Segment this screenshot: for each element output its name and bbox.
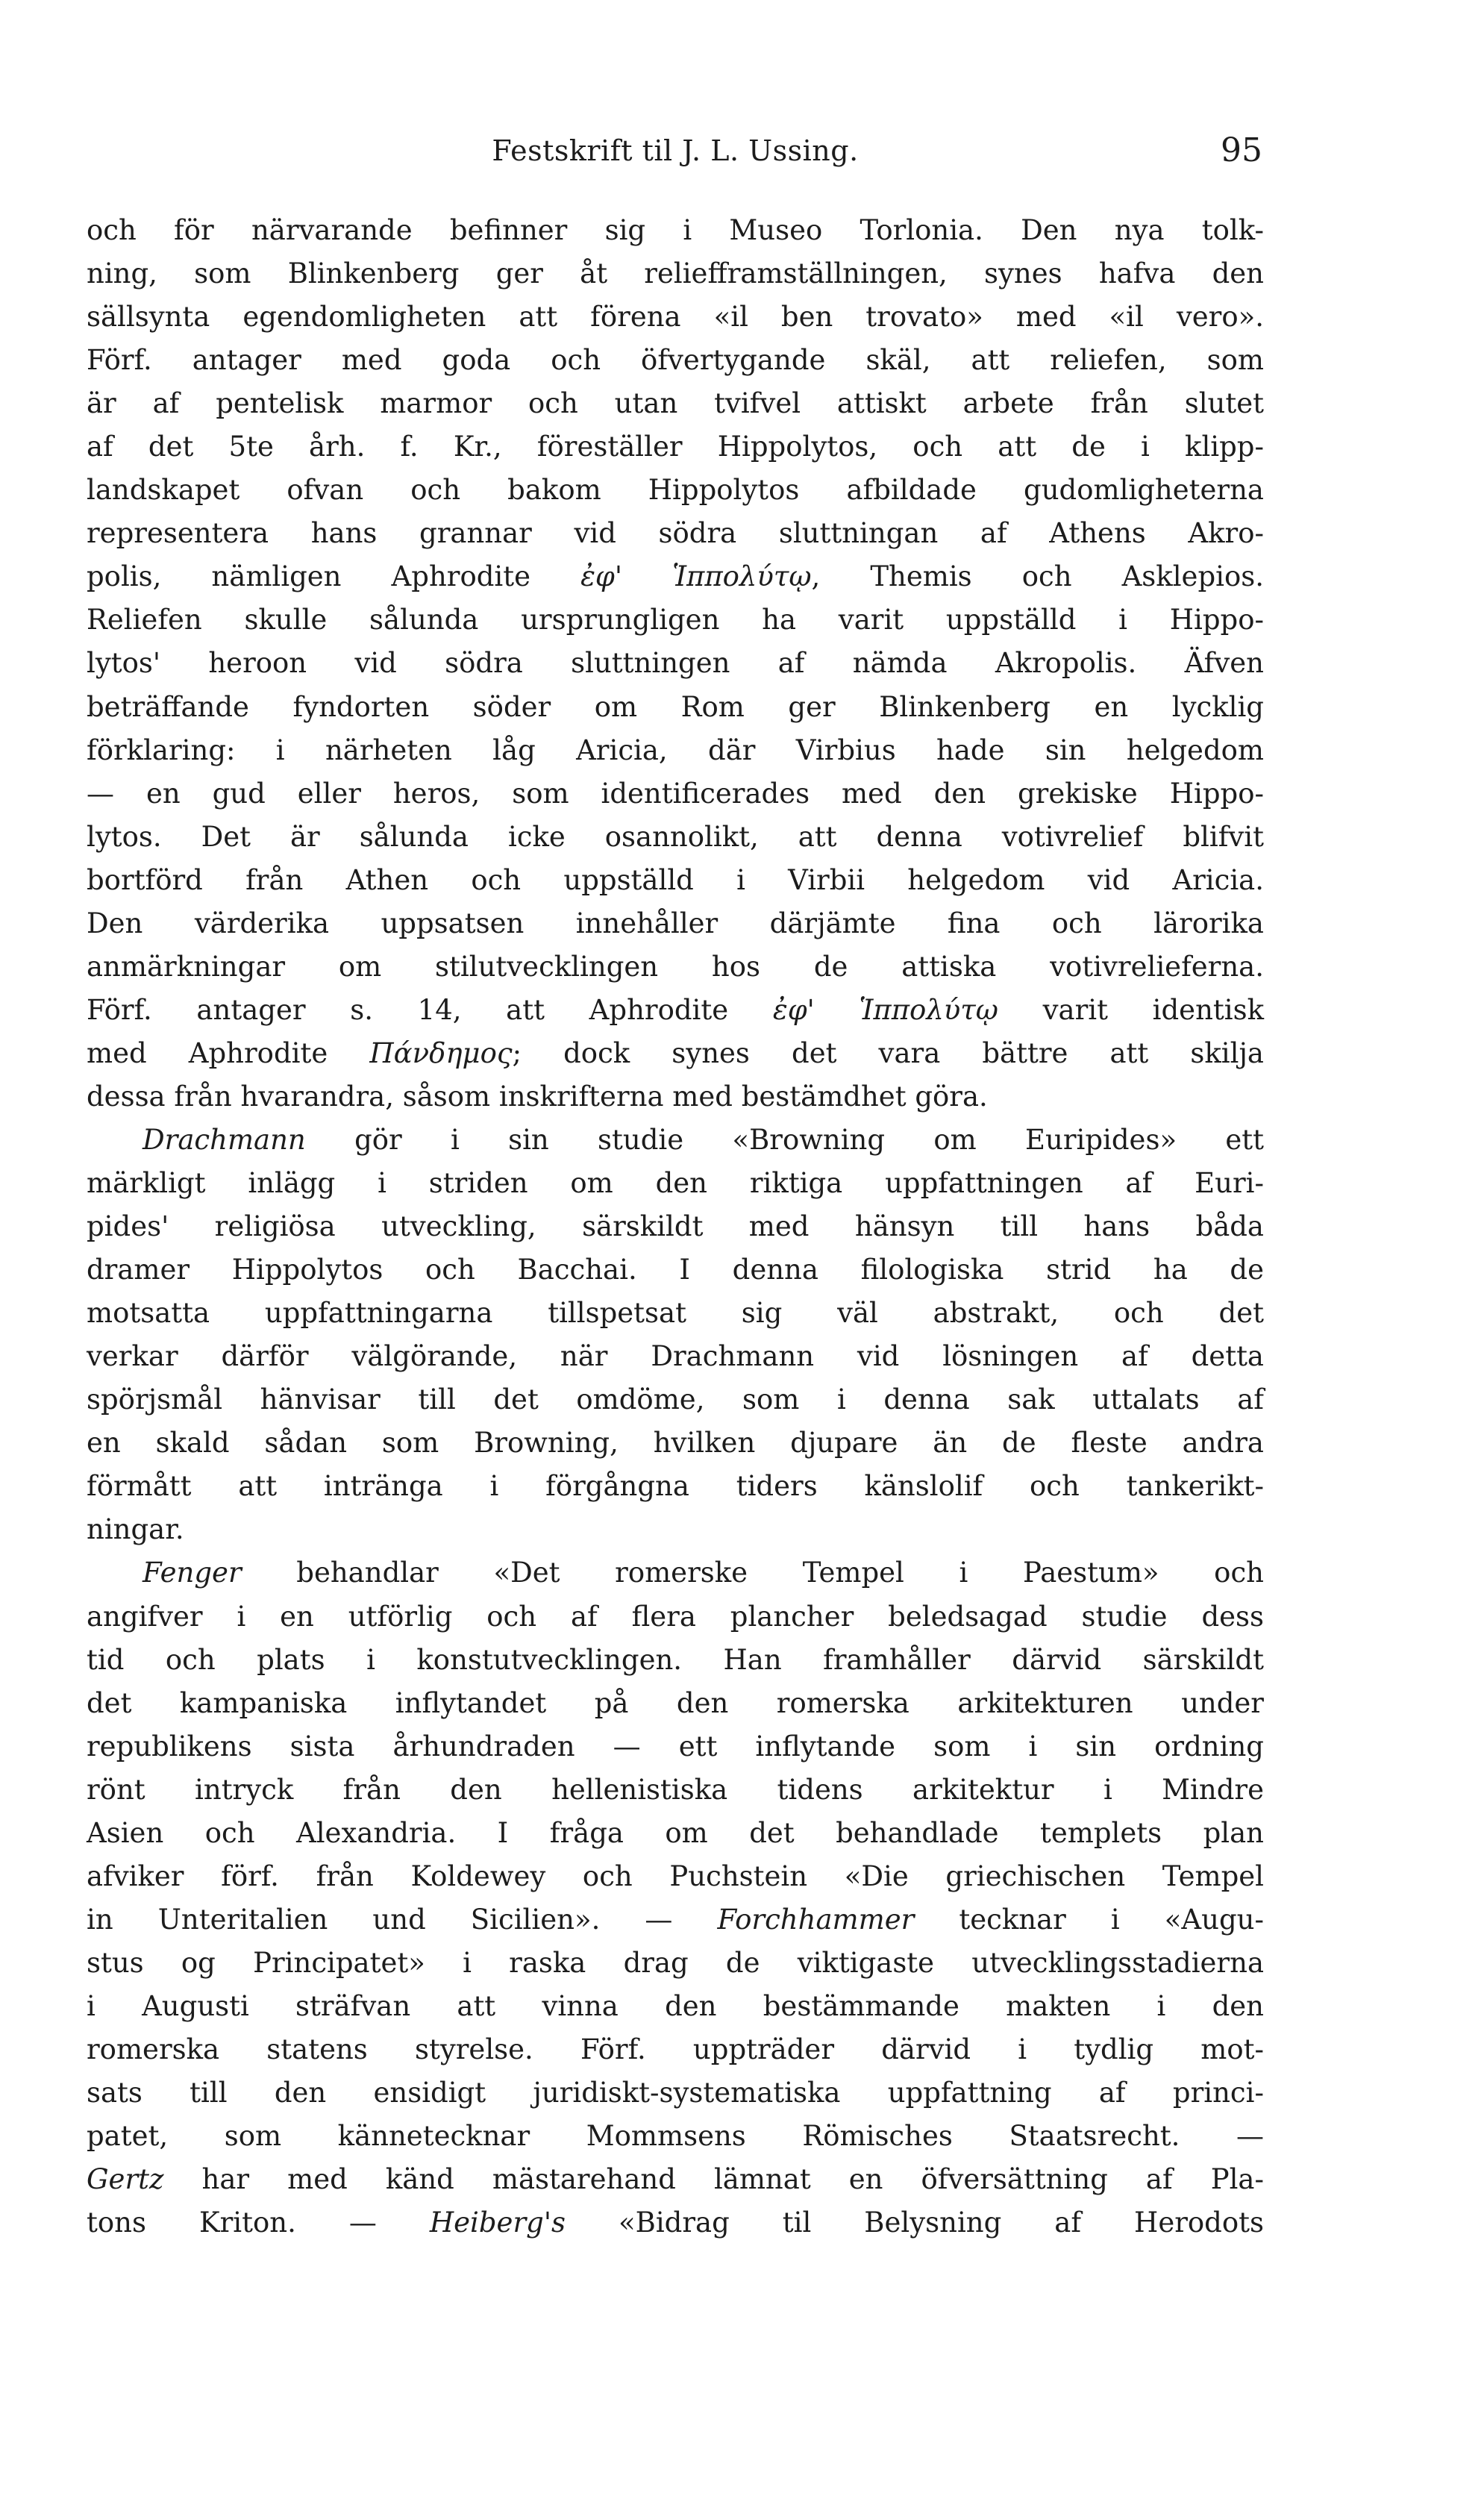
text-line: [87, 1205, 1264, 1248]
text-segment: behandlar «Det romerske Tempel i Paestum» och: [241, 1557, 1264, 1589]
text-segment: är af pentelisk marmor och utan tvifvel attiskt arbete från slutet: [87, 387, 1264, 420]
text-line: [87, 1682, 1264, 1725]
text-line: [87, 2071, 1264, 2115]
text-segment: har med känd mästarehand lämnat en öfversättning af Pla-: [163, 2163, 1264, 2196]
text-segment: med Aphrodite: [87, 1036, 370, 1069]
text-line: [87, 1855, 1264, 1898]
text-segment: ningar.: [87, 1513, 184, 1546]
text-segment: märkligt inlägg i striden om den riktiga uppfattningen af Euri-: [87, 1167, 1264, 1200]
text-line: [87, 382, 1264, 425]
text-line: [87, 989, 1264, 1032]
text-segment: ning, som Blinkenberg ger åt reliefframställningen, synes hafva den: [87, 257, 1264, 290]
text-line: [87, 1335, 1264, 1378]
text-line: [87, 859, 1264, 902]
text-segment: lytos. Det är sålunda icke osannolikt, att denna votivrelief blifvit: [87, 820, 1264, 853]
text-line: [87, 209, 1264, 252]
text-segment: afviker förf. från Koldewey och Puchstein «Die griechischen Tempel: [87, 1860, 1264, 1892]
text-segment: beträffande fyndorten söder om Rom ger Blinkenberg en lycklig: [87, 690, 1264, 723]
text-line: [87, 1508, 1264, 1551]
text-line: [87, 1595, 1264, 1639]
text-segment: tons Kriton. —: [87, 2206, 430, 2239]
text-segment: landskapet ofvan och bakom Hippolytos afbildade gudomligheterna: [87, 474, 1264, 507]
text-line: [87, 816, 1264, 859]
text-segment: af det 5te årh. f. Kr., föreställer Hippolytos, och att de i klipp-: [87, 431, 1264, 463]
italic-text: ἐφ' Ἱππολύτῳ: [772, 993, 998, 1026]
text-line: [87, 902, 1264, 945]
text-line: [87, 729, 1264, 772]
italic-text: Forchhammer: [717, 1903, 915, 1936]
text-segment: tid och plats i konstutvecklingen. Han framhåller därvid särskildt: [87, 1643, 1264, 1676]
text-line: [87, 945, 1264, 989]
text-segment: det kampaniska inflytandet på den romerska arkitekturen under: [87, 1686, 1264, 1719]
text-line: [87, 1378, 1264, 1421]
text-segment: förmått att intränga i förgångna tiders känslolif och tankerikt-: [87, 1470, 1264, 1503]
text-line: [87, 469, 1264, 512]
text-segment: rönt intryck från den hellenistiska tidens arkitektur i Mindre: [87, 1773, 1264, 1806]
text-line: [87, 1551, 1264, 1595]
text-segment: Förf. antager s. 14, att Aphrodite: [87, 993, 773, 1026]
italic-text: Heiberg's: [429, 2206, 566, 2239]
italic-text: Fenger: [143, 1557, 242, 1589]
text-segment: Asien och Alexandria. I fråga om det behandlade templets plan: [87, 1816, 1264, 1849]
text-segment: representera hans grannar vid södra sluttningan af Athens Akro-: [87, 517, 1264, 550]
text-segment: Reliefen skulle sålunda ursprungligen ha varit uppställd i Hippo-: [87, 604, 1264, 636]
text-line: [87, 1465, 1264, 1508]
text-line: [87, 598, 1264, 642]
text-segment: lytos' heroon vid södra sluttningen af nämda Akropolis. Äfven: [87, 647, 1264, 680]
text-segment: sats till den ensidigt juridiskt-systematiska uppfattning af princi-: [87, 2077, 1264, 2109]
text-segment: pides' religiösa utveckling, särskildt med hänsyn till hans båda: [87, 1210, 1264, 1243]
text-segment: in Unteritalien und Sicilien». —: [87, 1903, 718, 1936]
text-segment: patet, som kännetecknar Mommsens Römisches Staatsrecht. —: [87, 2120, 1264, 2153]
text-segment: ; dock synes det vara bättre att skilja: [512, 1036, 1264, 1069]
text-line: [87, 425, 1264, 469]
text-segment: tecknar i «Augu-: [914, 1903, 1264, 1936]
text-line: [87, 1768, 1264, 1812]
text-segment: dessa från hvarandra, såsom inskrifterna med bestämdhet göra.: [87, 1080, 988, 1113]
text-line: [87, 772, 1264, 816]
italic-text: ἐφ' Ἱππολύτῳ: [580, 560, 812, 593]
text-line: [87, 1942, 1264, 1985]
text-line: [87, 295, 1264, 339]
body-text: [87, 209, 1264, 2245]
text-line: [87, 1162, 1264, 1205]
italic-text: Πάνδημος: [369, 1036, 513, 1069]
text-segment: gör i sin studie «Browning om Euripides» ett: [305, 1123, 1264, 1156]
text-segment: «Bidrag til Belysning af Herodots: [565, 2206, 1264, 2239]
text-line: [87, 1725, 1264, 1768]
page-number: 95: [1221, 131, 1262, 169]
text-line: [87, 1248, 1264, 1292]
text-line: [87, 555, 1264, 598]
text-line: [87, 686, 1264, 729]
text-segment: spörjsmål hänvisar till det omdöme, som i denna sak uttalats af: [87, 1383, 1264, 1416]
text-segment: Förf. antager med goda och öfvertygande skäl, att reliefen, som: [87, 344, 1264, 377]
text-segment: Den värderika uppsatsen innehåller därjämte fina och lärorika: [87, 907, 1264, 939]
text-line: [87, 512, 1264, 555]
text-line: [87, 1292, 1264, 1335]
text-segment: — en gud eller heros, som identificerades med den grekiske Hippo-: [87, 777, 1264, 810]
text-segment: dramer Hippolytos och Bacchai. I denna filologiska strid ha de: [87, 1254, 1264, 1286]
text-line: [87, 1898, 1264, 1942]
text-line: [87, 1032, 1264, 1075]
text-line: [87, 1119, 1264, 1162]
running-head: [88, 128, 1262, 173]
text-segment: , Themis och Asklepios.: [811, 560, 1264, 593]
text-segment: romerska statens styrelse. Förf. uppträder därvid i tydlig mot-: [87, 2033, 1264, 2065]
text-segment: anmärkningar om stilutvecklingen hos de attiska votivrelieferna.: [87, 950, 1264, 983]
text-line: [87, 2158, 1264, 2201]
text-line: [87, 1075, 1264, 1119]
text-line: [87, 2115, 1264, 2158]
text-segment: sällsynta egendomligheten att förena «il ben trovato» med «il vero».: [87, 301, 1264, 334]
text-line: [87, 2028, 1264, 2071]
text-segment: stus og Principatet» i raska drag de viktigaste utvecklingsstadierna: [87, 1946, 1264, 1979]
text-segment: bortförd från Athen och uppställd i Virbii helgedom vid Aricia.: [87, 863, 1264, 896]
text-segment: en skald sådan som Browning, hvilken djupare än de fleste andra: [87, 1427, 1264, 1460]
text-line: [87, 2201, 1264, 2245]
text-segment: republikens sista århundraden — ett inflytande som i sin ordning: [87, 1730, 1264, 1762]
text-line: [87, 1639, 1264, 1682]
text-segment: verkar därför välgörande, när Drachmann vid lösningen af detta: [87, 1340, 1264, 1373]
text-segment: i Augusti sträfvan att vinna den bestämmande makten i den: [87, 1989, 1264, 2022]
text-segment: förklaring: i närheten låg Aricia, där Virbius hade sin helgedom: [87, 734, 1264, 766]
text-line: [87, 339, 1264, 382]
italic-text: Gertz: [87, 2163, 164, 2196]
text-line: [87, 1985, 1264, 2028]
text-line: [87, 1421, 1264, 1465]
text-segment: och för närvarande befinner sig i Museo Torlonia. Den nya tolk-: [87, 214, 1264, 246]
text-line: [87, 642, 1264, 685]
text-segment: motsatta uppfattningarna tillspetsat sig väl abstrakt, och det: [87, 1297, 1264, 1330]
text-segment: polis, nämligen Aphrodite: [87, 560, 581, 593]
text-segment: angifver i en utförlig och af flera plancher beledsagad studie dess: [87, 1600, 1264, 1633]
italic-text: Drachmann: [143, 1123, 306, 1156]
text-line: [87, 1812, 1264, 1855]
text-segment: varit identisk: [998, 993, 1265, 1026]
text-line: [87, 252, 1264, 295]
running-title: Festskrift til J. L. Ussing.: [492, 134, 859, 167]
